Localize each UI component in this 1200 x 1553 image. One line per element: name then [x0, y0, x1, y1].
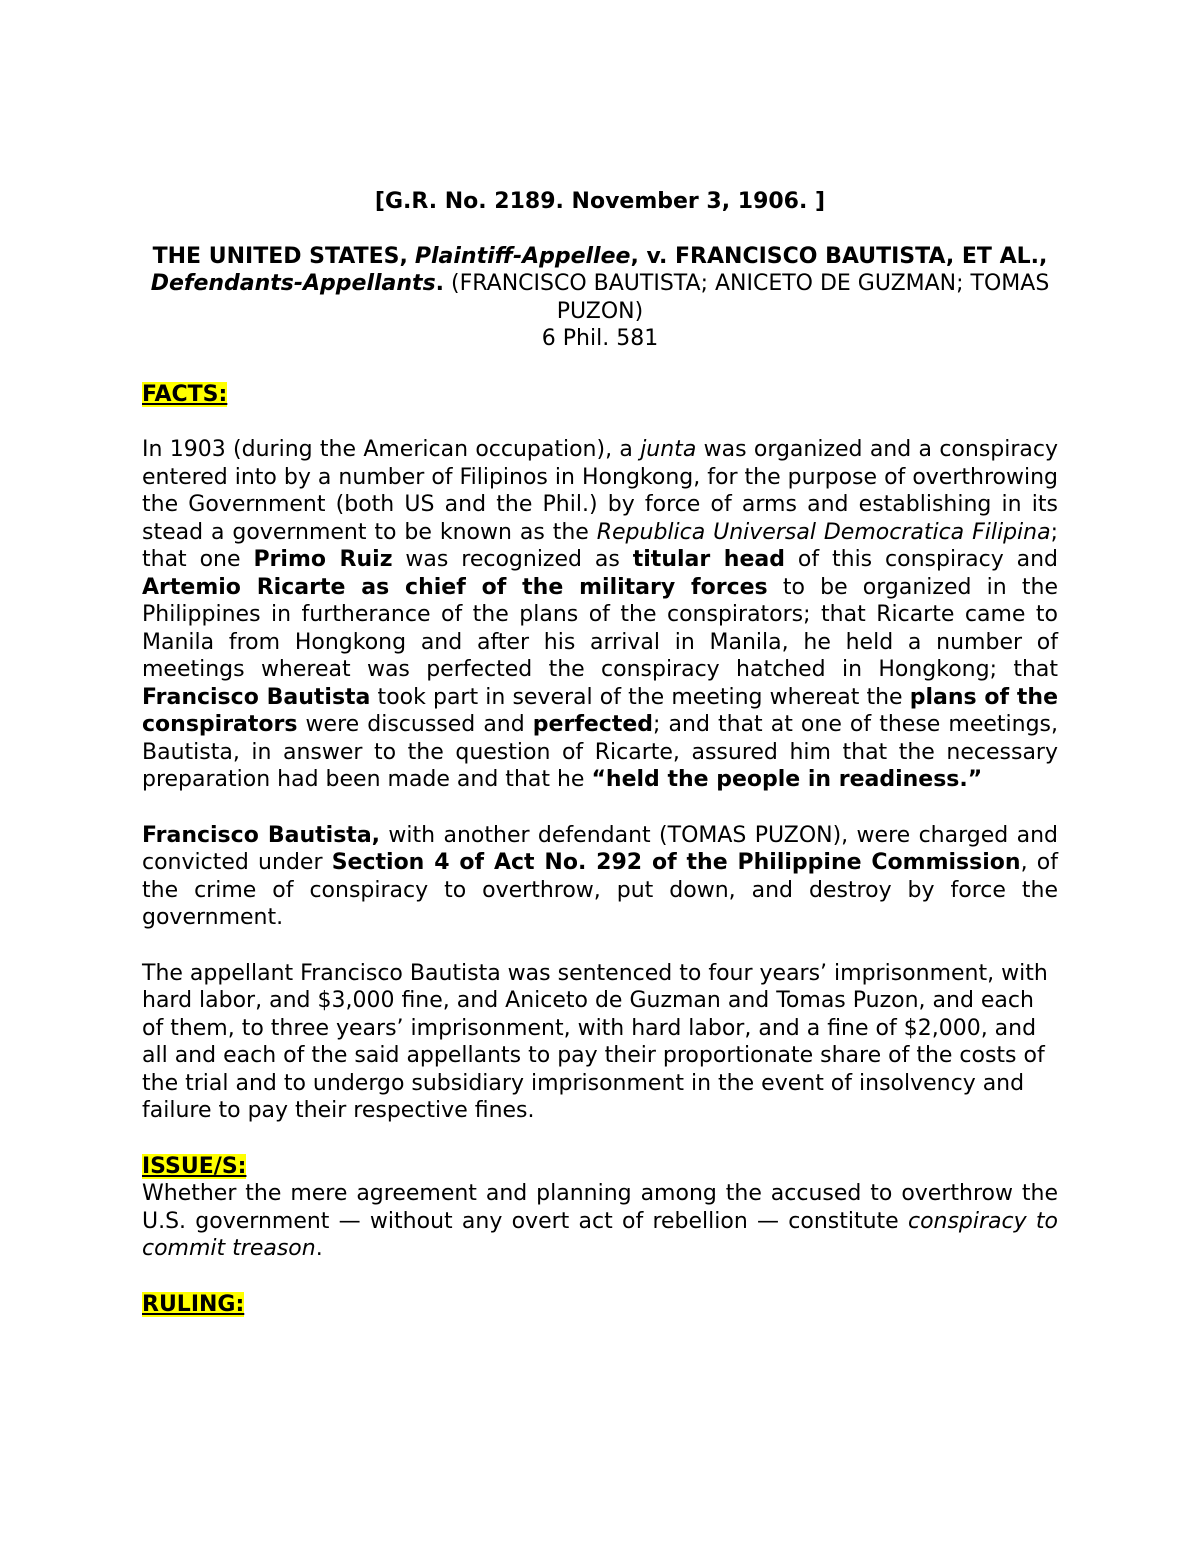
facts-p1-text: was recognized as [392, 547, 633, 572]
facts-p1-text: were discussed and [297, 712, 533, 737]
defendant-role: Defendants-Appellants [150, 271, 436, 296]
ruling-heading-row [142, 1291, 1058, 1319]
facts-p1-italic: Republica Universal Democratica Filipina [596, 519, 1051, 545]
facts-p1-text: to be organized in the Philippines in furtherance of the plans of the conspirators; that Ricarte came to Manila from Hongkong and after his arrival in Manila, he held a number of meetings whereat was perfected the conspiracy hatched in Hongkong; that [142, 574, 1058, 682]
facts-p1-text: of this conspiracy and [784, 547, 1059, 572]
citation: 6 Phil. 581 [541, 326, 659, 351]
case-number [142, 188, 1058, 216]
versus-defendants: , v. FRANCISCO BAUTISTA, ET AL., [630, 243, 1048, 269]
facts-p1-text: ; and that at one of these meetings, Bautista, in answer to the question of Ricarte, assured him that the necessary preparation had been made and that he [142, 712, 1058, 792]
facts-p1-bold: plans of the conspirators [142, 684, 1059, 737]
issue-heading: ISSUE/S: [142, 1153, 247, 1179]
facts-heading: FACTS: [142, 381, 228, 407]
facts-p1-bold: “held the people in readiness.” [591, 767, 983, 792]
facts-paragraph-1 [142, 436, 1058, 794]
defendants-list: (FRANCISCO BAUTISTA; ANICETO DE GUZMAN; TOMAS PUZON) [444, 271, 1050, 324]
case-title [142, 243, 1058, 326]
facts-p1-bold: Francisco Bautista [142, 684, 371, 710]
plaintiff-role: Plaintiff-Appellee [414, 243, 631, 269]
facts-p2-bold: Section 4 of Act No. 292 of the Philippine Commission [331, 850, 1021, 875]
facts-p1-italic: junta [640, 437, 697, 462]
issue-paragraph [142, 1180, 1058, 1263]
facts-p1-text: In 1903 (during the American occupation), a [142, 437, 641, 462]
plaintiff-name: THE UNITED STATES, [152, 243, 408, 269]
facts-p1-text: ; that one [142, 519, 1058, 572]
title-period: . [435, 271, 445, 296]
facts-paragraph-2 [142, 822, 1058, 932]
facts-p2-text: , of the crime of conspiracy to overthrow, put down, and destroy by force the government. [142, 850, 1058, 930]
facts-p2-text: with another defendant (TOMAS PUZON), were charged and convicted under [142, 822, 1059, 875]
facts-heading-row [142, 381, 1058, 409]
issue-italic: conspiracy to commit treason [142, 1208, 1058, 1261]
document-page [142, 188, 1058, 1318]
facts-p1-bold: perfected [532, 712, 654, 737]
ruling-heading: RULING: [142, 1291, 245, 1317]
facts-p1-bold: titular head [632, 547, 785, 572]
facts-paragraph-3: The appellant Francisco Bautista was sentenced to four years’ imprisonment, with hard labor, and $3,000 fine, and Aniceto de Guzman and Tomas Puzon, and each of them, to three years’ imprisonment, with hard labor, and a fine of $2,000, and all and each of the said appellants to pay their proportionate share of the costs of the trial and to undergo subsidiary imprisonment in the event of insolvency and failure to pay their respective fines. [142, 960, 1048, 1123]
issue-text: Whether the mere agreement and planning among the accused to overthrow the U.S. government — without any overt act of rebellion — constitute [142, 1181, 1058, 1234]
facts-p1-text: took part in several of the meeting whereat the [370, 684, 910, 710]
facts-p1-bold: Primo Ruiz [253, 547, 393, 572]
facts-p2-bold: Francisco Bautista, [142, 822, 381, 848]
issue-heading-row [142, 1153, 1058, 1181]
issue-text: . [315, 1236, 323, 1261]
facts-p1-bold: Artemio Ricarte as chief of the military forces [142, 574, 768, 600]
facts-p1-text: was organized and a conspiracy entered into by a number of Filipinos in Hongkong, for the purpose of overthrowing the Government (both US and the Phil.) by force of arms and establishing in its stead a government to be known as the [142, 437, 1058, 545]
case-number-text: [G.R. No. 2189. November 3, 1906. ] [374, 189, 826, 214]
